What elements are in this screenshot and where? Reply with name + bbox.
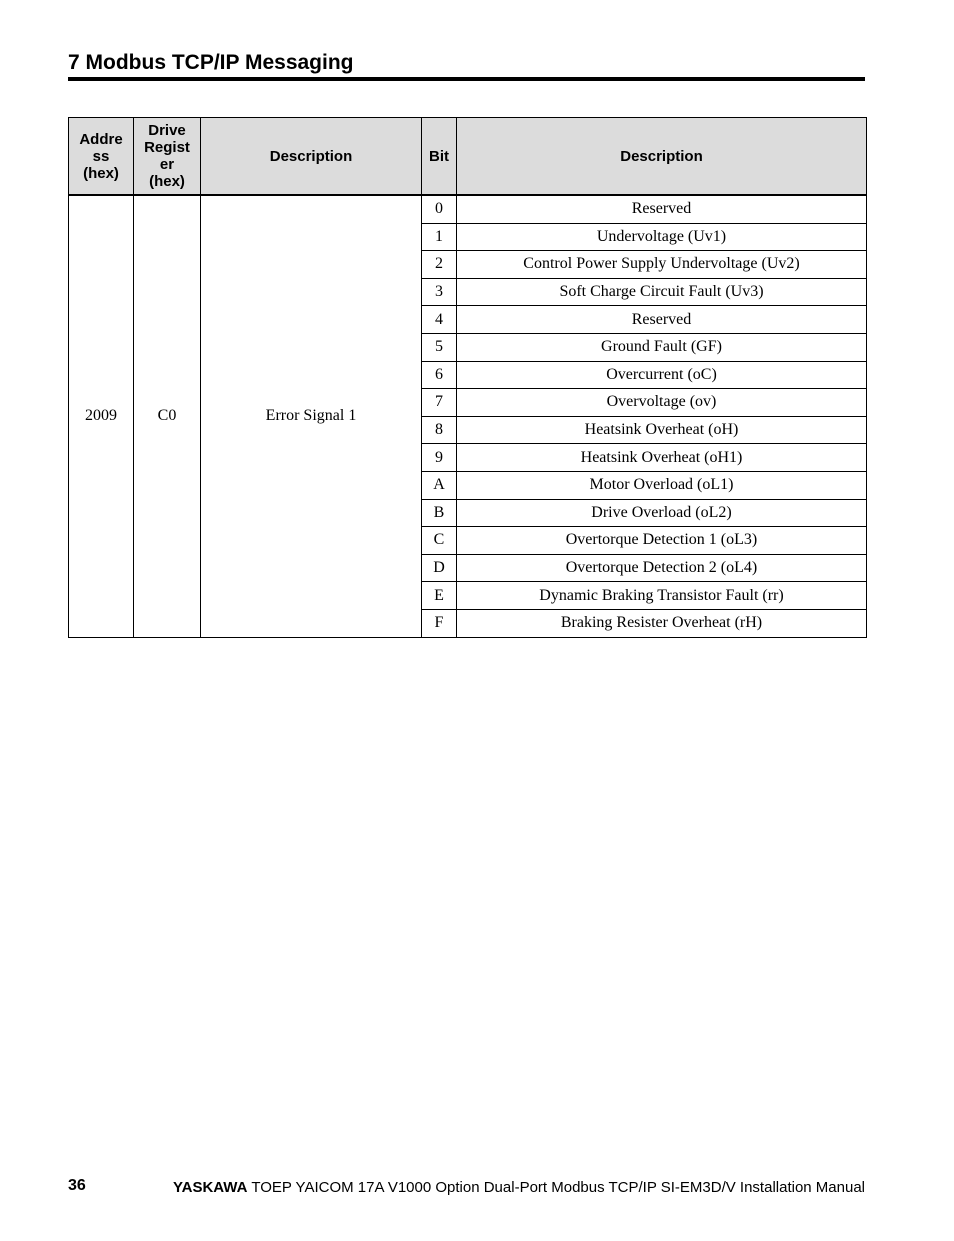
bit-description-cell: Undervoltage (Uv1) — [457, 223, 867, 251]
bit-description-cell: Drive Overload (oL2) — [457, 499, 867, 527]
bit-description-cell: Reserved — [457, 195, 867, 223]
header-address — [69, 118, 134, 196]
header-bit-description: Description — [457, 118, 867, 196]
bit-cell: 4 — [422, 306, 457, 334]
header-line: Addre — [79, 130, 123, 148]
bit-cell: A — [422, 471, 457, 499]
header-bit: Bit — [422, 118, 457, 196]
table-row — [69, 195, 867, 223]
group-drive-register: C0 — [134, 195, 201, 637]
header-line: (hex) — [83, 164, 119, 182]
bit-cell: 5 — [422, 333, 457, 361]
table-header-row — [69, 118, 867, 196]
manual-title — [173, 1179, 865, 1196]
header-line: er — [159, 156, 175, 173]
bit-cell: 9 — [422, 444, 457, 472]
register-table — [68, 117, 867, 638]
brand-name: YASKAWA — [173, 1179, 248, 1196]
page-number: 36 — [68, 1177, 86, 1194]
bit-cell: 3 — [422, 278, 457, 306]
header-drive-register — [134, 118, 201, 196]
bit-description-cell: Overcurrent (oC) — [457, 361, 867, 389]
bit-description-cell: Soft Charge Circuit Fault (Uv3) — [457, 278, 867, 306]
bit-cell: 6 — [422, 361, 457, 389]
bit-cell: F — [422, 609, 457, 637]
bit-description-cell: Overtorque Detection 2 (oL4) — [457, 554, 867, 582]
bit-cell: 8 — [422, 416, 457, 444]
bit-cell: C — [422, 527, 457, 555]
header-description: Description — [201, 118, 422, 196]
bit-cell: E — [422, 582, 457, 610]
bit-cell: 1 — [422, 223, 457, 251]
bit-description-cell: Dynamic Braking Transistor Fault (rr) — [457, 582, 867, 610]
bit-cell: D — [422, 554, 457, 582]
header-line: Regist — [144, 139, 190, 156]
group-description: Error Signal 1 — [201, 195, 422, 637]
bit-description-cell: Overvoltage (ov) — [457, 389, 867, 417]
section-title: 7 Modbus TCP/IP Messaging — [68, 51, 354, 74]
header-line: Drive — [148, 122, 186, 139]
bit-description-cell: Ground Fault (GF) — [457, 333, 867, 361]
bit-description-cell: Reserved — [457, 306, 867, 334]
manual-title-text: TOEP YAICOM 17A V1000 Option Dual-Port Modbus TCP/IP SI-EM3D/V Installation Manual — [247, 1179, 865, 1196]
title-rule — [68, 77, 865, 81]
header-line: (hex) — [149, 173, 185, 190]
bit-description-cell: Braking Resister Overheat (rH) — [457, 609, 867, 637]
bit-description-cell: Control Power Supply Undervoltage (Uv2) — [457, 251, 867, 279]
bit-cell: B — [422, 499, 457, 527]
bit-description-cell: Motor Overload (oL1) — [457, 471, 867, 499]
bit-description-cell: Overtorque Detection 1 (oL3) — [457, 527, 867, 555]
bit-cell: 2 — [422, 251, 457, 279]
bit-cell: 0 — [422, 195, 457, 223]
bit-description-cell: Heatsink Overheat (oH) — [457, 416, 867, 444]
header-line: ss — [92, 147, 110, 165]
group-address: 2009 — [69, 195, 134, 637]
bit-description-cell: Heatsink Overheat (oH1) — [457, 444, 867, 472]
bit-cell: 7 — [422, 389, 457, 417]
